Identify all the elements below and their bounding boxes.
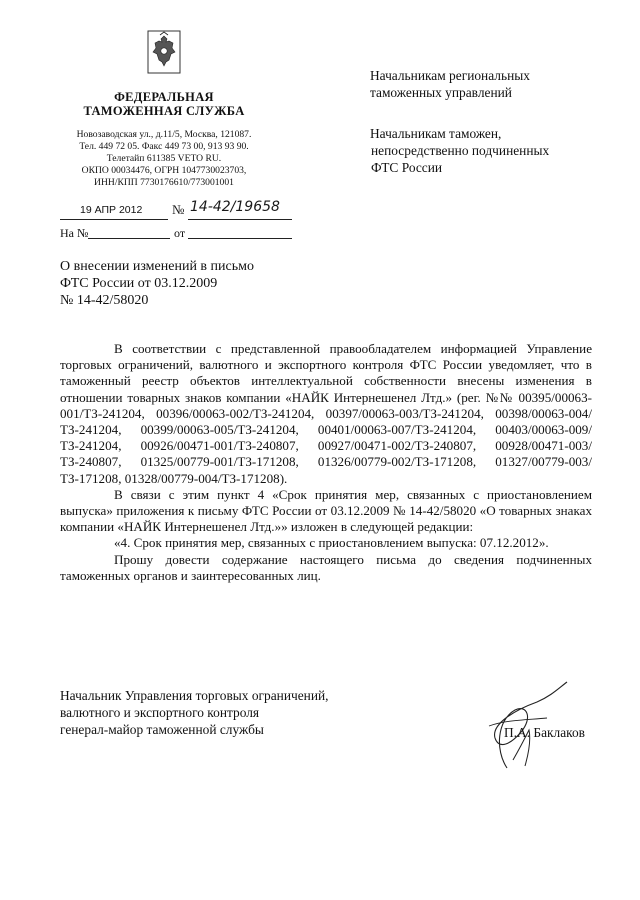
recipient-line: Начальникам региональных [370,68,530,83]
body-paragraph: Прошу довести содержание настоящего письма до сведения подчиненных таможенных органов и заинтересованных лиц. [60,551,592,583]
recipient-line: непосредственно подчиненных [371,143,550,158]
body-paragraph: В соответствии с представленной правообладателем информацией Управление торговых ограничений, валютного и экспортного контроля ФТС России уведомляет, что в таможенный реестр объектов интеллектуальной собственности внесены изменения в отношении товарных знаков компании «НАЙК Интернешенел Лтд.» (рег. №№ 00395/00063-001/ТЗ-241204, 00396/00063-002/ТЗ-241204, 00397/00063-003/ТЗ-241204, 00398/00063-004/ТЗ-241204, 00399/00063-005/ТЗ-241204, 00401/00063-007/ТЗ-241204, 00403/00063-009/ТЗ-241204, 00926/00471-001/ТЗ-240807, 00927/00471-002/ТЗ-240807, 00928/00471-003/ТЗ-240807, 01325/00779-001/ТЗ-171208, 01326/00779-002/ТЗ-171208, 01327/00779-003/ТЗ-171208, 01328/00779-004/ТЗ-171208). [60,341,592,486]
reg-number-field [188,199,292,220]
signatory-name: П.А. Баклаков [504,725,585,740]
org-name-line1: ФЕДЕРАЛЬНАЯ [114,90,214,104]
coat-of-arms-emblem [147,30,181,74]
signatory-title-line: Начальник Управления торговых ограничений, [60,688,329,703]
subject-block [60,258,254,309]
subject-line: ФТС России от 03.12.2009 [60,276,218,291]
address-line: Тел. 449 72 05. Факс 449 73 00, 913 93 90. [79,141,249,152]
recipient-line: таможенных управлений [370,85,512,100]
address-line: Новозаводская ул., д.11/5, Москва, 121087. [76,129,252,140]
signatory-title-line: валютного и экспортного контроля [60,705,260,720]
subject-line: № 14-42/58020 [60,293,149,308]
recipient-block-1 [370,67,530,101]
ref-number-line [88,238,170,239]
org-name-line2: ТАМОЖЕННАЯ СЛУЖБА [83,104,245,118]
subject-line: О внесении изменений в письмо [60,259,254,274]
address-line: ИНН/КПП 7730176610/773001001 [94,177,234,188]
reg-date: 19 АПР 2012 [80,204,143,216]
body-paragraph: В связи с этим пункт 4 «Срок принятия мер, связанных с приостановлением выпуска» приложения к письму ФТС России от 03.12.2009 № 14-42/58020 «О товарных знаках компании «НАЙК Интернешенел Лтд.»» изложен в следующей редакции: [60,486,592,535]
reg-number-sign: № [172,202,185,217]
from-date-line [188,238,292,239]
signatory-title-line: генерал-майор таможенной службы [60,722,264,737]
recipient-block-2 [370,125,549,176]
address-line: ОКПО 00034476, ОГРН 1047730023703, [81,165,247,176]
letter-body [60,341,592,584]
address-line: Телетайп 611385 VETO RU. [106,153,222,164]
recipient-line: ФТС России [371,160,443,175]
reg-number: 14-42/19658 [190,199,280,215]
ref-label: На № [60,226,89,240]
reg-date-field [60,204,168,220]
from-label: от [174,226,186,240]
recipient-line: Начальникам таможен, [370,126,502,141]
body-paragraph: «4. Срок принятия мер, связанных с приостановлением выпуска: 07.12.2012». [114,535,549,551]
signatory-title [60,687,329,738]
